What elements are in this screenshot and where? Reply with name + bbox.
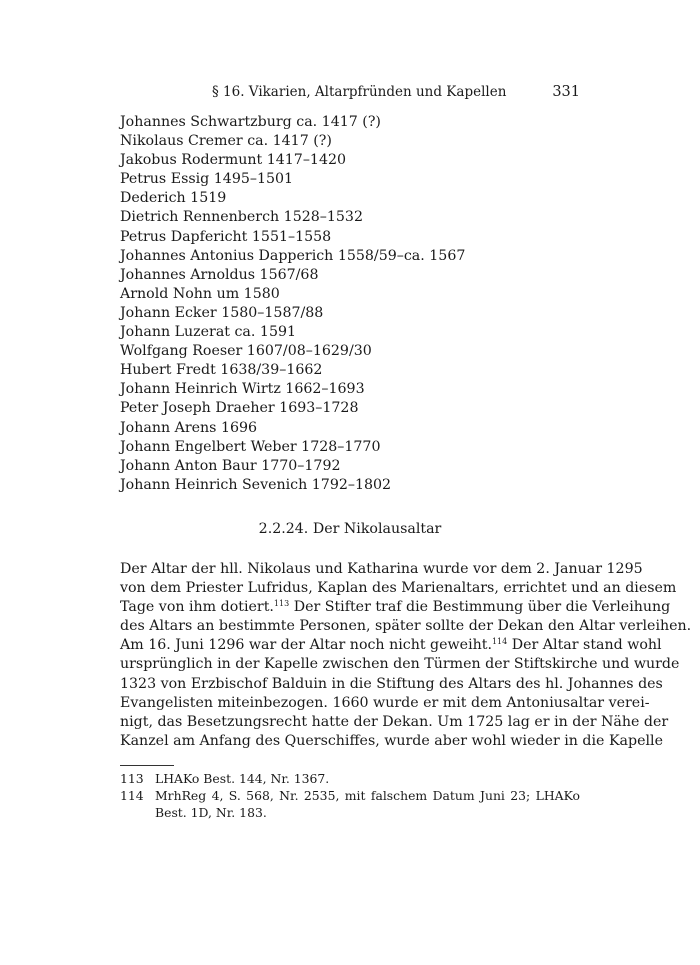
list-item: Johann Arens 1696 xyxy=(120,419,258,436)
footnote-ref-113[interactable]: 113 xyxy=(273,599,290,609)
body-line: Der Altar der hll. Nikolaus und Katharina wurde vor dem 2. Januar 1295 xyxy=(120,561,643,577)
list-item: Wolfgang Roeser 1607/08–1629/30 xyxy=(120,343,372,360)
incumbent-list xyxy=(120,113,465,495)
list-item: Petrus Dapfericht 1551–1558 xyxy=(120,228,332,245)
footnote-number: 114 xyxy=(120,788,144,803)
list-item: Johann Ecker 1580–1587/88 xyxy=(120,304,324,321)
page-number: 331 xyxy=(552,84,580,100)
footnote-text: MrhReg 4, S. 568, Nr. 2535, mit falschem Datum Juni 23; LHAKo Best. 1D, Nr. 183. xyxy=(155,788,580,820)
body-line: Kanzel am Anfang des Querschiffes, wurde aber wohl wieder in die Kapelle xyxy=(120,732,663,749)
list-item: Johannes Antonius Dapperich 1558/59–ca. 1567 xyxy=(120,247,466,264)
list-item: Arnold Nohn um 1580 xyxy=(120,285,280,302)
body-line: nigt, das Besetzungsrecht hatte der Dekan. Um 1725 lag er in der Nähe der xyxy=(120,713,669,730)
footnote-text: LHAKo Best. 144, Nr. 1367. xyxy=(155,771,330,786)
footnotes xyxy=(120,770,580,821)
footnote-number: 113 xyxy=(120,771,144,786)
list-item: Johannes Schwartzburg ca. 1417 (?) xyxy=(120,114,381,130)
footnote-113 xyxy=(120,770,580,787)
footnote-ref-114[interactable]: 114 xyxy=(491,637,508,647)
list-item: Dietrich Rennenberch 1528–1532 xyxy=(120,209,363,226)
body-line: 1323 von Erzbischof Balduin in die Stiftung des Altars des hl. Johannes des xyxy=(120,675,663,692)
list-item: Hubert Fredt 1638/39–1662 xyxy=(120,362,323,379)
list-item: Petrus Essig 1495–1501 xyxy=(120,171,294,188)
list-item: Jakobus Rodermunt 1417–1420 xyxy=(120,152,347,169)
body-line: ursprünglich in der Kapelle zwischen den Türmen der Stiftskirche und wurde xyxy=(120,656,680,673)
list-item: Johann Heinrich Sevenich 1792–1802 xyxy=(120,476,392,493)
footnote-114 xyxy=(120,787,580,821)
body-line: von dem Priester Lufridus, Kaplan des Marienaltars, errichtet und an diesem xyxy=(120,580,677,597)
list-item: Peter Joseph Draeher 1693–1728 xyxy=(120,400,359,417)
list-item: Johann Anton Baur 1770–1792 xyxy=(120,457,341,474)
body-line: Am 16. Juni 1296 war der Altar noch nicht geweiht.$^{114}$ Der Altar stand wohl xyxy=(120,637,662,654)
running-title: § 16. Vikarien, Altarpfründen und Kapellen xyxy=(212,84,507,100)
body-paragraph xyxy=(120,560,692,751)
list-item: Dederich 1519 xyxy=(120,190,227,207)
body-line: Evangelisten miteinbezogen. 1660 wurde er mit dem Antoniusaltar verei- xyxy=(120,694,650,711)
list-item: Johann Heinrich Wirtz 1662–1693 xyxy=(120,381,365,398)
body-line: Tage von ihm dotiert.$^{113}$ Der Stifter traf die Bestimmung über die Verleihung xyxy=(120,599,671,616)
list-item: Johannes Arnoldus 1567/68 xyxy=(120,266,319,283)
list-item: Nikolaus Cremer ca. 1417 (?) xyxy=(120,133,332,150)
list-item: Johann Luzerat ca. 1591 xyxy=(120,324,297,341)
body-line: des Altars an bestimmte Personen, später sollte der Dekan den Altar verleihen. xyxy=(120,618,692,635)
running-header xyxy=(120,84,580,102)
section-heading: 2.2.24. Der Nikolausaltar xyxy=(258,521,442,537)
footnote-divider xyxy=(120,765,174,766)
list-item: Johann Engelbert Weber 1728–1770 xyxy=(120,438,381,455)
